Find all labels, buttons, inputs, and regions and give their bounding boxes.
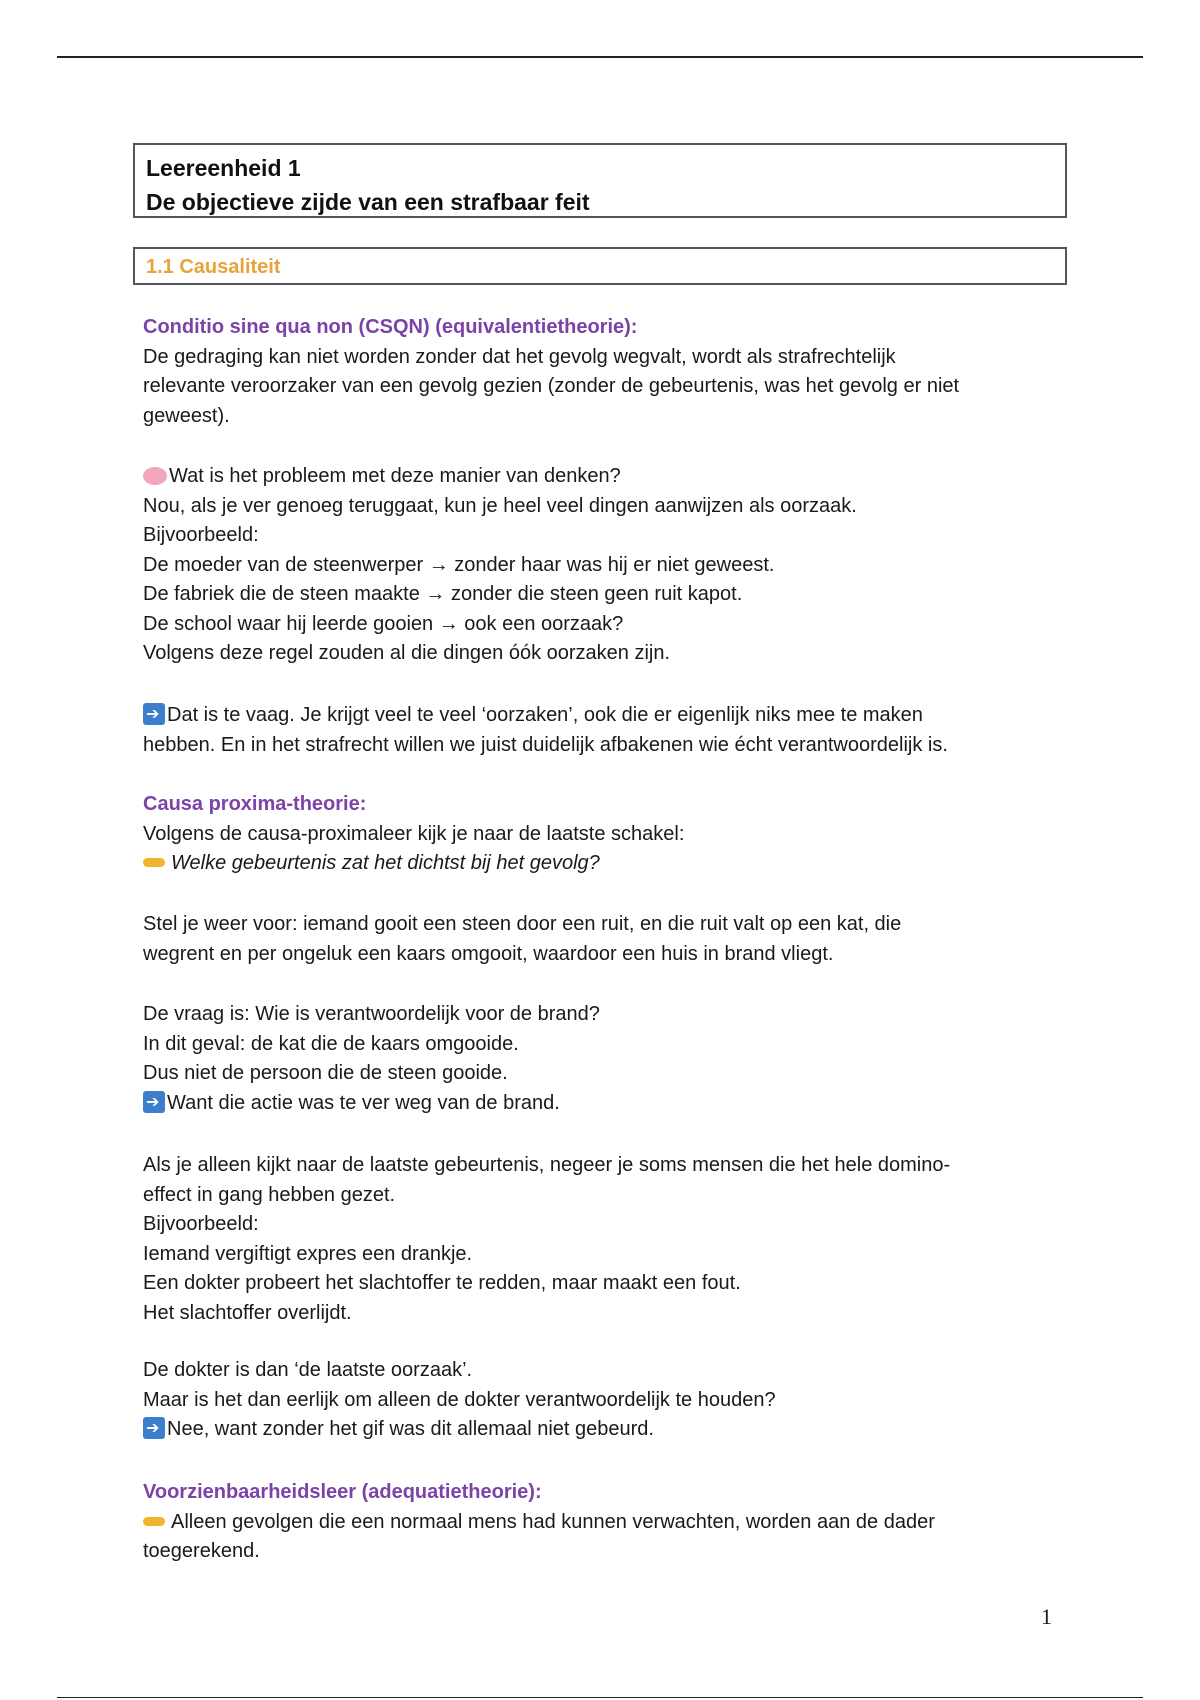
csqn-example: De fabriek die de steen maakte → zonder die steen geen ruit kapot.	[143, 583, 743, 605]
csqn-definition-line: geweest).	[143, 404, 230, 427]
top-rule	[57, 56, 1143, 58]
bottom-rule	[57, 1697, 1143, 1698]
unit-label: Leereenheid 1	[146, 155, 301, 181]
csqn-definition-line: relevante veroorzaker van een gevolg gezien (zonder de gebeurtenis, was het gevolg er niet	[143, 375, 960, 397]
right-arrow-icon	[143, 703, 165, 725]
csqn-example: De moeder van de steenwerper → zonder haar was hij er niet geweest.	[143, 553, 775, 576]
qa-conclusion: Want die actie was te ver weg van de brand.	[167, 1091, 560, 1114]
unit-title: De objectieve zijde van een strafbaar feit	[146, 189, 590, 215]
causa-proxima-scenario	[143, 910, 1063, 969]
csqn-section	[143, 313, 1063, 431]
csqn-problem	[143, 462, 1063, 669]
qa-line: Dus niet de persoon die de steen gooide.	[143, 1062, 508, 1084]
causa-proxima-doctor	[143, 1356, 1063, 1445]
causa-proxima-intro: Volgens de causa-proximaleer kijk je naar de laatste schakel:	[143, 822, 685, 845]
doctor-line: De dokter is dan ‘de laatste oorzaak’.	[143, 1359, 473, 1381]
page-number: 1	[1041, 1604, 1052, 1629]
section-title: 1.1 Causaliteit	[146, 256, 281, 278]
pointing-hand-icon	[143, 852, 169, 872]
critique-line: effect in gang hebben gezet.	[143, 1183, 396, 1206]
scenario-line: Stel je weer voor: iemand gooit een steen door een ruit, en die ruit valt op een kat, die	[143, 913, 902, 935]
doctor-conclusion: Nee, want zonder het gif was dit allemaal niet gebeurd.	[167, 1418, 654, 1440]
causa-proxima-heading: Causa proxima-theorie:	[143, 793, 367, 815]
critique-line: Als je alleen kijkt naar de laatste gebeurtenis, negeer je soms mensen die het hele domino-	[143, 1154, 951, 1176]
doctor-line: Maar is het dan eerlijk om alleen de dokter verantwoordelijk te houden?	[143, 1388, 776, 1411]
brain-icon	[143, 467, 167, 485]
critique-example: Het slachtoffer overlijdt.	[143, 1301, 352, 1324]
right-arrow-icon	[143, 1417, 165, 1439]
causa-proxima-qa	[143, 1000, 1063, 1118]
adequatie-text-line: toegerekend.	[143, 1540, 260, 1562]
adequatie-heading: Voorzienbaarheidsleer (adequatietheorie):	[143, 1481, 542, 1503]
scenario-line: wegrent en per ongeluk een kaars omgooit, waardoor een huis in brand vliegt.	[143, 942, 834, 965]
pointing-hand-icon	[143, 1511, 169, 1531]
adequatie-text-line: Alleen gevolgen die een normaal mens had kunnen verwachten, worden aan de dader	[171, 1510, 935, 1533]
csqn-heading: Conditio sine qua non (CSQN) (equivalentietheorie):	[143, 316, 638, 338]
csqn-question-line	[143, 462, 1063, 492]
causa-proxima-critique	[143, 1151, 1063, 1328]
qa-line: De vraag is: Wie is verantwoordelijk voor de brand?	[143, 1003, 600, 1025]
causa-proxima-section	[143, 790, 1063, 879]
critique-example: Iemand vergiftigt expres een drankje.	[143, 1242, 473, 1265]
csqn-example: De school waar hij leerde gooien → ook een oorzaak?	[143, 612, 624, 635]
csqn-question: Wat is het probleem met deze manier van denken?	[169, 465, 621, 487]
csqn-conclusion-line: hebben. En in het strafrecht willen we juist duidelijk afbakenen wie écht verantwoordelijk is.	[143, 733, 948, 756]
csqn-example: Volgens deze regel zouden al die dingen óók oorzaken zijn.	[143, 642, 671, 664]
critique-example-label: Bijvoorbeeld:	[143, 1213, 259, 1235]
qa-line: In dit geval: de kat die de kaars omgooide.	[143, 1032, 519, 1055]
section-title-box	[133, 247, 1067, 285]
csqn-definition-line: De gedraging kan niet worden zonder dat het gevolg wegvalt, wordt als strafrechtelijk	[143, 345, 896, 368]
csqn-answer: Nou, als je ver genoeg teruggaat, kun je heel veel dingen aanwijzen als oorzaak.	[143, 494, 857, 517]
adequatie-section	[143, 1478, 1063, 1567]
csqn-conclusion-line: Dat is te vaag. Je krijgt veel te veel ‘oorzaken’, ook die er eigenlijk niks mee te maken	[167, 704, 923, 726]
right-arrow-icon	[143, 1091, 165, 1113]
critique-example: Een dokter probeert het slachtoffer te redden, maar maakt een fout.	[143, 1272, 741, 1294]
causa-proxima-key-question: Welke gebeurtenis zat het dichtst bij het gevolg?	[171, 852, 600, 874]
unit-title-box	[133, 143, 1067, 218]
csqn-conclusion	[143, 701, 1063, 760]
csqn-example-label: Bijvoorbeeld:	[143, 524, 259, 546]
